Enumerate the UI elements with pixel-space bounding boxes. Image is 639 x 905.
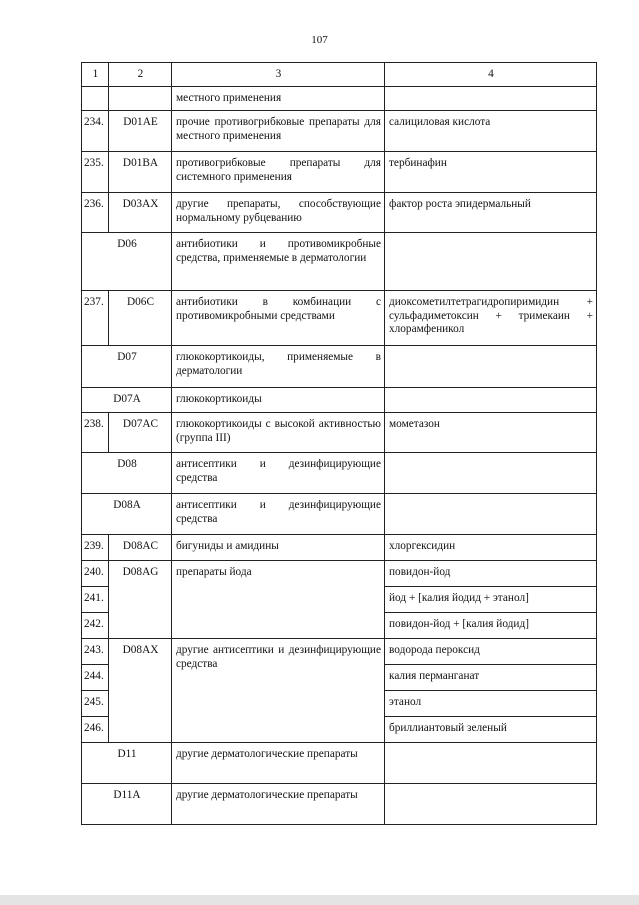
drug-cell: повидон-йод + [калия йодид] xyxy=(385,613,597,639)
table-row xyxy=(82,743,597,784)
group-cell: другие дерматологические препараты xyxy=(172,784,385,825)
drug-cell: диоксометилтетрагидропиримидин + сульфадиметоксин + тримекаин + хлорамфеникол xyxy=(385,291,597,346)
row-number: 244. xyxy=(82,665,109,691)
row-number: 239. xyxy=(82,535,109,561)
row-number: 234. xyxy=(82,111,109,152)
drug-table xyxy=(81,62,597,825)
table-row xyxy=(82,87,597,111)
row-number: 246. xyxy=(82,717,109,743)
group-cell: другие препараты, способствующие нормальному рубцеванию xyxy=(172,193,385,233)
table-row xyxy=(82,535,597,561)
group-cell: антибиотики и противомикробные средства, применяемые в дерматологии xyxy=(172,233,385,291)
header-col-1: 1 xyxy=(82,63,109,87)
atc-code: D01AE xyxy=(109,111,172,152)
table-row xyxy=(82,233,597,291)
drug-cell: фактор роста эпидермальный xyxy=(385,193,597,233)
table-row xyxy=(82,193,597,233)
drug-cell: тербинафин xyxy=(385,152,597,193)
drug-cell: водорода пероксид xyxy=(385,639,597,665)
page-number: 107 xyxy=(311,34,328,46)
group-cell: глюкокортикоиды с высокой активностью (группа III) xyxy=(172,413,385,453)
atc-code: D08AC xyxy=(109,535,172,561)
drug-cell: хлоргексидин xyxy=(385,535,597,561)
row-number: 238. xyxy=(82,413,109,453)
group-cell: бигуниды и амидины xyxy=(172,535,385,561)
atc-code: D08A xyxy=(82,494,172,535)
table-row xyxy=(82,291,597,346)
atc-code: D06C xyxy=(109,291,172,346)
group-cell: другие дерматологические препараты xyxy=(172,743,385,784)
group-cell: противогрибковые препараты для системного применения xyxy=(172,152,385,193)
atc-code: D07A xyxy=(82,388,172,413)
atc-code: D07 xyxy=(82,346,172,388)
table-row xyxy=(82,639,597,665)
table-row xyxy=(82,413,597,453)
atc-code: D07AC xyxy=(109,413,172,453)
drug-cell: повидон-йод xyxy=(385,561,597,587)
group-cell: другие антисептики и дезинфицирующие средства xyxy=(172,639,385,743)
header-col-4: 4 xyxy=(385,63,597,87)
drug-cell: бриллиантовый зеленый xyxy=(385,717,597,743)
table-row xyxy=(82,784,597,825)
table-row xyxy=(82,453,597,494)
row-number: 236. xyxy=(82,193,109,233)
group-cell: глюкокортикоиды xyxy=(172,388,385,413)
atc-code: D11 xyxy=(82,743,172,784)
drug-cell: калия перманганат xyxy=(385,665,597,691)
scan-footer-strip xyxy=(0,895,639,905)
atc-code: D08AX xyxy=(109,639,172,743)
group-cell: антисептики и дезинфицирующие средства xyxy=(172,453,385,494)
row-number: 240. xyxy=(82,561,109,587)
header-col-2: 2 xyxy=(109,63,172,87)
group-cell: прочие противогрибковые препараты для местного применения xyxy=(172,111,385,152)
group-cell: антисептики и дезинфицирующие средства xyxy=(172,494,385,535)
table-row xyxy=(82,561,597,587)
atc-code: D11A xyxy=(82,784,172,825)
table-header-row xyxy=(82,63,597,87)
drug-cell: салициловая кислота xyxy=(385,111,597,152)
header-col-3: 3 xyxy=(172,63,385,87)
row-number: 243. xyxy=(82,639,109,665)
atc-code: D08AG xyxy=(109,561,172,639)
table-row xyxy=(82,494,597,535)
row-number: 242. xyxy=(82,613,109,639)
group-cell: глюкокортикоиды, применяемые в дерматологии xyxy=(172,346,385,388)
drug-cell: мометазон xyxy=(385,413,597,453)
atc-code: D01BA xyxy=(109,152,172,193)
table-row xyxy=(82,111,597,152)
row-number: 241. xyxy=(82,587,109,613)
row-number: 245. xyxy=(82,691,109,717)
group-cell: препараты йода xyxy=(172,561,385,639)
table-row xyxy=(82,388,597,413)
atc-code: D06 xyxy=(82,233,172,291)
atc-code: D03AX xyxy=(109,193,172,233)
row-number: 237. xyxy=(82,291,109,346)
row-number: 235. xyxy=(82,152,109,193)
table-row xyxy=(82,152,597,193)
atc-code: D08 xyxy=(82,453,172,494)
table-row xyxy=(82,346,597,388)
group-cell: местного применения xyxy=(172,87,385,111)
drug-cell: йод + [калия йодид + этанол] xyxy=(385,587,597,613)
drug-cell: этанол xyxy=(385,691,597,717)
group-cell: антибиотики в комбинации с противомикробными средствами xyxy=(172,291,385,346)
